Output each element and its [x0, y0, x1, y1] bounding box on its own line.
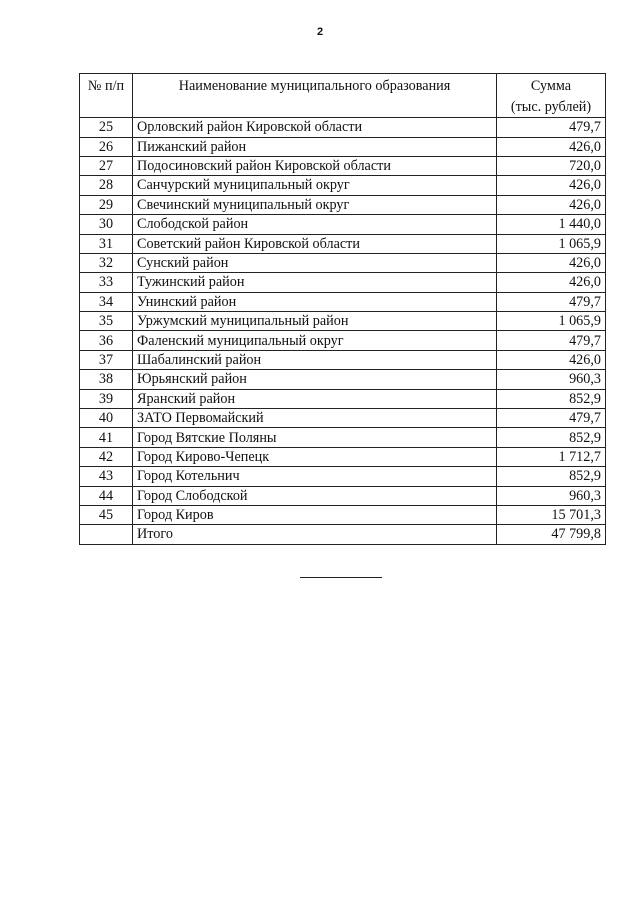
header-sum-line2: (тыс. рублей) — [510, 98, 592, 115]
municipality-name: Санчурский муниципальный округ — [133, 176, 497, 195]
municipality-name: Советский район Кировской области — [133, 234, 497, 253]
row-number: 38 — [80, 370, 133, 389]
municipality-name: Фаленский муниципальный округ — [133, 331, 497, 350]
amount: 852,9 — [497, 428, 606, 447]
table-row — [80, 467, 606, 486]
table-row — [80, 389, 606, 408]
row-number: 33 — [80, 273, 133, 292]
row-number: 36 — [80, 331, 133, 350]
amount: 960,3 — [497, 370, 606, 389]
row-number: 32 — [80, 253, 133, 272]
row-number: 34 — [80, 292, 133, 311]
row-number: 40 — [80, 409, 133, 428]
municipality-name: Пижанский район — [133, 137, 497, 156]
municipality-name: Город Киров — [133, 506, 497, 525]
table-body — [80, 118, 606, 545]
municipality-name: Подосиновский район Кировской области — [133, 156, 497, 175]
table-row — [80, 292, 606, 311]
amount: 15 701,3 — [497, 506, 606, 525]
row-number: 31 — [80, 234, 133, 253]
amount: 426,0 — [497, 137, 606, 156]
municipality-name: Итого — [133, 525, 497, 544]
table-row — [80, 215, 606, 234]
amount: 479,7 — [497, 118, 606, 137]
table-row — [80, 370, 606, 389]
amount: 479,7 — [497, 331, 606, 350]
amount: 426,0 — [497, 273, 606, 292]
amount: 426,0 — [497, 350, 606, 369]
municipality-name: Шабалинский район — [133, 350, 497, 369]
municipality-name: Город Котельнич — [133, 467, 497, 486]
row-number: 28 — [80, 176, 133, 195]
amount: 960,3 — [497, 486, 606, 505]
header-sum — [497, 74, 606, 118]
municipality-name: Уржумский муниципальный район — [133, 312, 497, 331]
row-number — [80, 525, 133, 544]
row-number: 39 — [80, 389, 133, 408]
amount: 479,7 — [497, 409, 606, 428]
municipality-name: Свечинский муниципальный округ — [133, 195, 497, 214]
amount: 1 065,9 — [497, 312, 606, 331]
row-number: 37 — [80, 350, 133, 369]
table-row — [80, 137, 606, 156]
amount: 852,9 — [497, 389, 606, 408]
table-row — [80, 486, 606, 505]
municipality-name: Сунский район — [133, 253, 497, 272]
amount: 1 440,0 — [497, 215, 606, 234]
allocation-table — [79, 73, 606, 545]
municipality-name: Тужинский район — [133, 273, 497, 292]
row-number: 27 — [80, 156, 133, 175]
municipality-name: Орловский район Кировской области — [133, 118, 497, 137]
municipality-name: Яранский район — [133, 389, 497, 408]
municipality-name: Город Вятские Поляны — [133, 428, 497, 447]
row-number: 26 — [80, 137, 133, 156]
row-number: 35 — [80, 312, 133, 331]
page-number: 2 — [316, 26, 324, 38]
end-divider — [300, 577, 382, 578]
header-sum-line1: Сумма — [530, 78, 572, 94]
amount: 426,0 — [497, 253, 606, 272]
amount: 426,0 — [497, 195, 606, 214]
row-number: 41 — [80, 428, 133, 447]
amount: 720,0 — [497, 156, 606, 175]
municipality-name: Город Кирово-Чепецк — [133, 447, 497, 466]
row-number: 29 — [80, 195, 133, 214]
table-row — [80, 506, 606, 525]
table-row — [80, 447, 606, 466]
table-row — [80, 331, 606, 350]
municipality-name: Город Слободской — [133, 486, 497, 505]
municipality-name: Слободской район — [133, 215, 497, 234]
row-number: 45 — [80, 506, 133, 525]
table-row — [80, 409, 606, 428]
amount: 852,9 — [497, 467, 606, 486]
amount: 1 712,7 — [497, 447, 606, 466]
header-name: Наименование муниципального образования — [133, 74, 497, 118]
amount: 479,7 — [497, 292, 606, 311]
table-row — [80, 118, 606, 137]
row-number: 43 — [80, 467, 133, 486]
row-number: 30 — [80, 215, 133, 234]
header-num: № п/п — [80, 74, 133, 118]
table-header-row — [80, 74, 606, 118]
amount: 426,0 — [497, 176, 606, 195]
table-row — [80, 273, 606, 292]
row-number: 25 — [80, 118, 133, 137]
row-number: 42 — [80, 447, 133, 466]
row-number: 44 — [80, 486, 133, 505]
table-row — [80, 195, 606, 214]
table-row — [80, 428, 606, 447]
municipality-name: Унинский район — [133, 292, 497, 311]
table-row — [80, 234, 606, 253]
municipality-name: ЗАТО Первомайский — [133, 409, 497, 428]
amount: 1 065,9 — [497, 234, 606, 253]
table-row — [80, 253, 606, 272]
amount: 47 799,8 — [497, 525, 606, 544]
total-row — [80, 525, 606, 544]
table-row — [80, 350, 606, 369]
table-row — [80, 312, 606, 331]
municipality-name: Юрьянский район — [133, 370, 497, 389]
table-row — [80, 156, 606, 175]
table-row — [80, 176, 606, 195]
